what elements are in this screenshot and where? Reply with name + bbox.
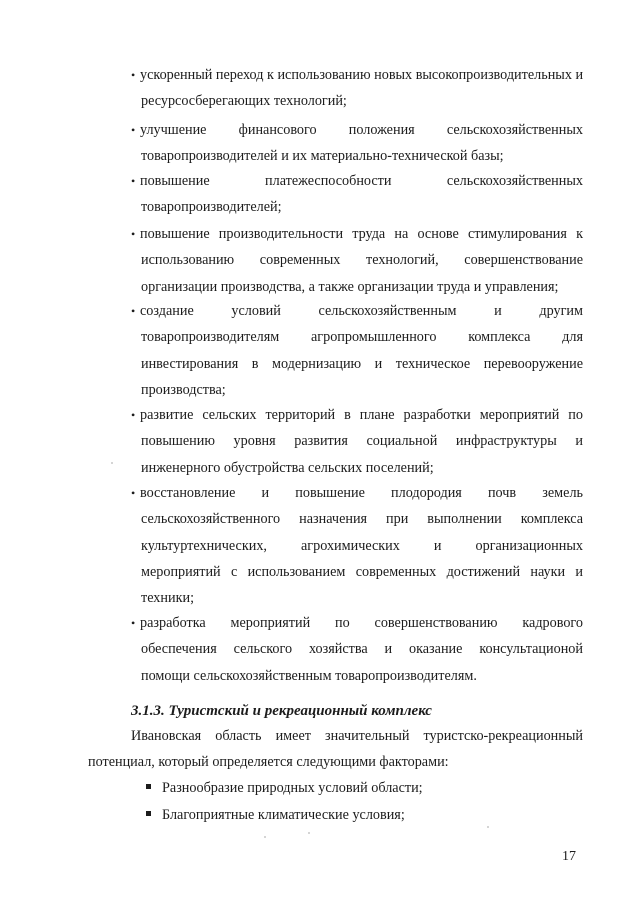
bullet-line: улучшение финансового положения сельскохозяйственных bbox=[140, 122, 583, 138]
square-bullet-icon bbox=[146, 784, 151, 789]
bullet-line: повышение платежеспособности сельскохозяйственных bbox=[140, 173, 583, 189]
section-intro-paragraph bbox=[88, 723, 583, 775]
bullet-line: товаропроизводителей; bbox=[141, 199, 282, 216]
factor-text: Благоприятные климатические условия; bbox=[162, 807, 405, 823]
scan-speck bbox=[264, 836, 266, 838]
bullet-marker: • bbox=[131, 174, 136, 188]
bullet-line: развитие сельских территорий в плане разработки мероприятий по bbox=[140, 407, 583, 423]
square-bullet-icon bbox=[146, 811, 151, 816]
factor-text: Разнообразие природных условий области; bbox=[162, 780, 423, 796]
bullet-marker: • bbox=[131, 408, 136, 422]
bullet-line: разработка мероприятий по совершенствованию кадрового bbox=[140, 615, 583, 631]
section-heading: 3.1.3. Туристский и рекреационный комплекс bbox=[131, 703, 432, 719]
bullet-line: мероприятий с использованием современных достижений науки и bbox=[141, 563, 583, 580]
bullet-item bbox=[131, 221, 583, 300]
bullet-marker: • bbox=[131, 486, 136, 500]
bullet-line: инвестирования в модернизацию и техническое перевооружение bbox=[141, 355, 583, 372]
bullet-item bbox=[131, 298, 583, 403]
bullet-line: обеспечения сельского хозяйства и оказание консультационой bbox=[141, 641, 583, 658]
bullet-line: товаропроизводителям агропромышленного комплекса для bbox=[141, 329, 583, 346]
bullet-line: сельскохозяйственного назначения при выполнении комплекса bbox=[141, 511, 583, 528]
factor-list-item bbox=[146, 777, 423, 799]
bullet-marker: • bbox=[131, 68, 136, 82]
bullet-line: восстановление и повышение плодородия почв земель bbox=[140, 485, 583, 501]
factor-list-item bbox=[146, 804, 405, 826]
bullet-line: культуртехнических, агрохимических и организационных bbox=[141, 537, 583, 554]
bullet-line: использованию современных технологий, совершенствование bbox=[141, 252, 583, 269]
bullet-line: повышение производительности труда на основе стимулирования к bbox=[140, 226, 583, 242]
bullet-line: инженерного обустройства сельских поселений; bbox=[141, 459, 434, 476]
bullet-line: производства; bbox=[141, 381, 226, 398]
bullet-line: помощи сельскохозяйственным товаропроизводителям. bbox=[141, 667, 477, 684]
bullet-line: повышению уровня развития социальной инфраструктуры и bbox=[141, 433, 583, 450]
bullet-marker: • bbox=[131, 616, 136, 630]
scan-speck bbox=[308, 832, 310, 834]
bullet-marker: • bbox=[131, 227, 136, 241]
paragraph-line: потенциал, который определяется следующими факторами: bbox=[88, 754, 449, 770]
bullet-line: ускоренный переход к использованию новых высокопроизводительных и bbox=[140, 67, 584, 83]
bullet-line: товаропроизводителей и их материально-технической базы; bbox=[141, 148, 504, 165]
bullet-marker: • bbox=[131, 304, 136, 318]
bullet-item bbox=[131, 610, 583, 689]
page-number: 17 bbox=[562, 849, 576, 864]
bullet-item bbox=[131, 480, 583, 611]
bullet-item bbox=[131, 117, 583, 170]
bullet-line: ресурсосберегающих технологий; bbox=[141, 93, 347, 110]
bullet-line: создание условий сельскохозяйственным и другим bbox=[140, 303, 583, 319]
bullet-marker: • bbox=[131, 123, 136, 137]
bullet-line: организации производства, а также организации труда и управления; bbox=[141, 278, 559, 295]
bullet-item bbox=[131, 62, 583, 115]
paragraph-line: Ивановская область имеет значительный туристско-рекреационный bbox=[131, 728, 583, 744]
scan-speck bbox=[111, 462, 113, 464]
bullet-item bbox=[131, 168, 583, 221]
bullet-item bbox=[131, 402, 583, 481]
bullet-line: техники; bbox=[141, 590, 195, 607]
scan-speck bbox=[487, 826, 489, 828]
